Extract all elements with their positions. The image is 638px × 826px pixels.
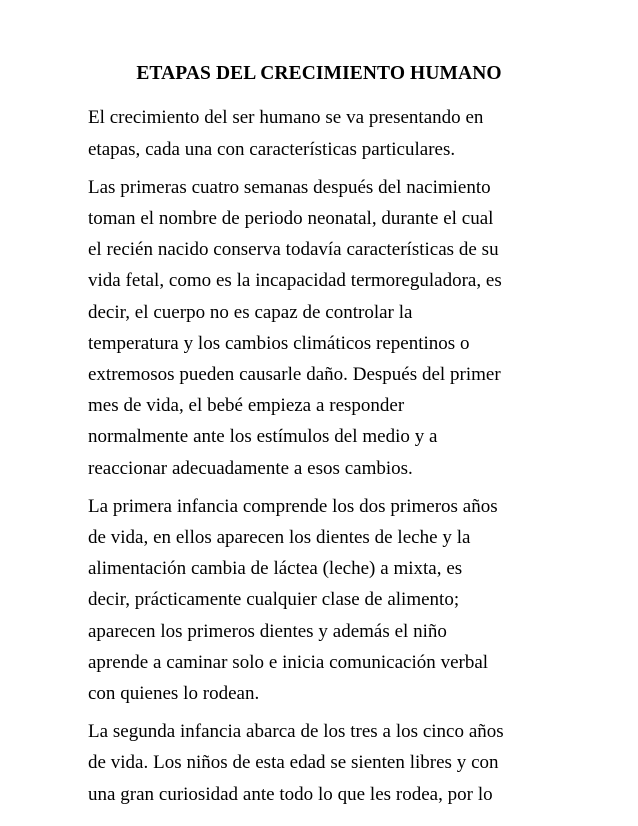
paragraph-periodo-neonatal [88, 172, 550, 484]
text-line: una gran curiosidad ante todo lo que les rodea, por lo [88, 783, 493, 805]
paragraph-primera-infancia [88, 491, 550, 709]
text-line: decir, prácticamente cualquier clase de alimento; [88, 589, 460, 611]
text-line: de vida. Los niños de esta edad se sienten libres y con [88, 752, 499, 774]
text-line: Las primeras cuatro semanas después del nacimiento [88, 176, 491, 198]
text-line: reaccionar adecuadamente a esos cambios. [88, 457, 413, 479]
text-line: toman el nombre de periodo neonatal, durante el cual [88, 207, 494, 229]
text-line: etapas, cada una con características particulares. [88, 138, 456, 160]
page-title: ETAPAS DEL CRECIMIENTO HUMANO [136, 63, 502, 84]
text-line: El crecimiento del ser humano se va presentando en [88, 107, 484, 129]
text-line: La segunda infancia abarca de los tres a los cinco años [88, 721, 504, 743]
text-line: de vida, en ellos aparecen los dientes de leche y la [88, 527, 471, 549]
text-line: decir, el cuerpo no es capaz de controlar la [88, 301, 413, 323]
paragraph-intro [88, 102, 550, 164]
text-line: alimentación cambia de láctea (leche) a mixta, es [88, 558, 463, 580]
paragraph-segunda-infancia [88, 716, 550, 810]
text-line: aparecen los primeros dientes y además el niño [88, 620, 447, 642]
document-text-column [88, 62, 550, 810]
text-line: vida fetal, como es la incapacidad termoreguladora, es [88, 270, 502, 292]
text-line: el recién nacido conserva todavía características de su [88, 239, 499, 261]
text-line: aprende a caminar solo e inicia comunicación verbal [88, 651, 489, 673]
text-line: con quienes lo rodean. [88, 683, 260, 705]
text-line: temperatura y los cambios climáticos repentinos o [88, 332, 470, 354]
text-line: La primera infancia comprende los dos primeros años [88, 495, 498, 517]
text-line: mes de vida, el bebé empieza a responder [88, 395, 405, 417]
text-line: extremosos pueden causarle daño. Después del primer [88, 364, 501, 385]
text-line: normalmente ante los estímulos del medio y a [88, 426, 438, 448]
